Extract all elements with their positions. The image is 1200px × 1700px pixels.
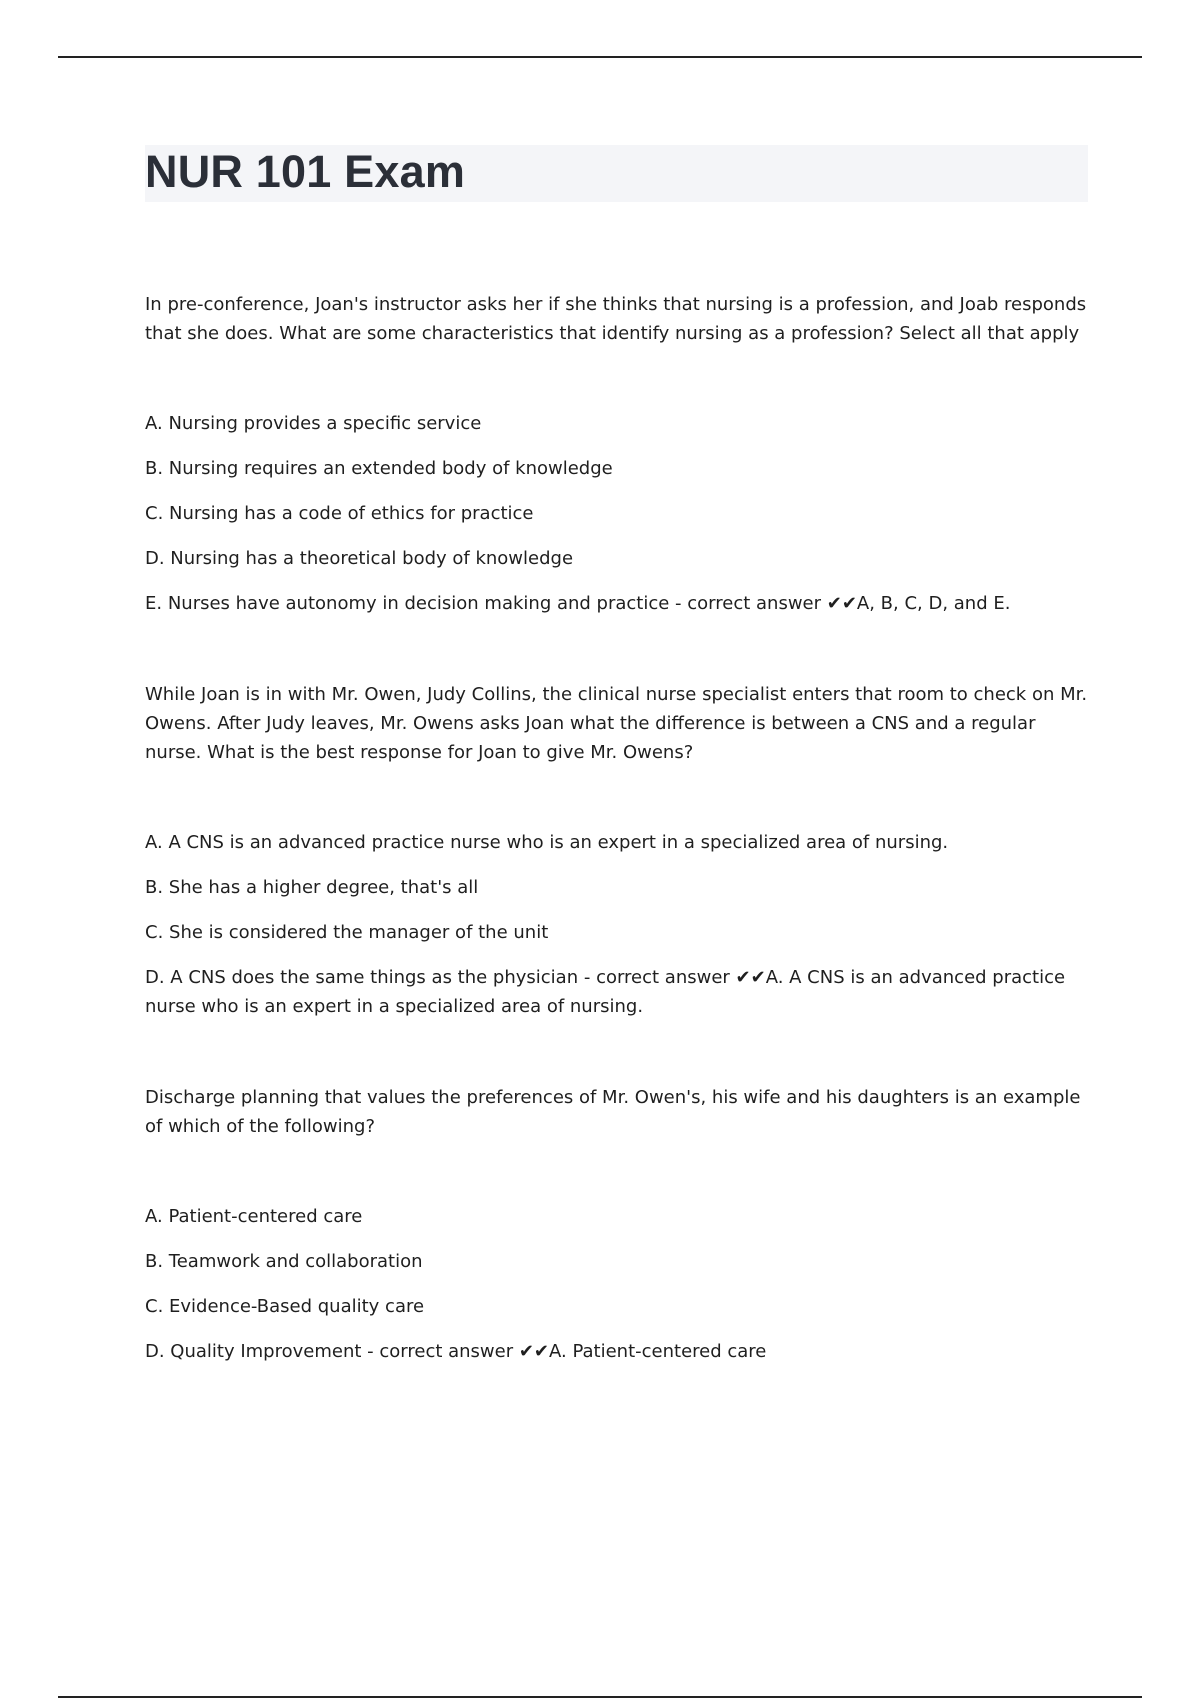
- answer-option: B. She has a higher degree, that's all: [145, 877, 479, 898]
- answer-option: C. Evidence-Based quality care: [145, 1296, 425, 1317]
- question-block: [145, 290, 1095, 618]
- answer-option: A. Nursing provides a specific service: [145, 413, 482, 434]
- answer-option: C. She is considered the manager of the unit: [145, 922, 549, 943]
- question-block: [145, 1083, 1095, 1366]
- answer-option: B. Nursing requires an extended body of knowledge: [145, 458, 613, 479]
- question-block: [145, 680, 1095, 1021]
- answer-option-with-correct-answer: E. Nurses have autonomy in decision making and practice - correct answer ✔✔A, B, C, D, and E.: [145, 593, 1011, 614]
- exam-content: [145, 290, 1095, 1382]
- answer-option-with-correct-answer: D. Quality Improvement - correct answer ✔✔A. Patient-centered care: [145, 1341, 767, 1362]
- answer-options: [145, 828, 1095, 1021]
- question-text: In pre-conference, Joan's instructor asks her if she thinks that nursing is a profession, and Joab responds that she does. What are some characteristics that identify nursing as a profession? Select all that apply: [145, 294, 1087, 344]
- answer-option: A. Patient-centered care: [145, 1206, 363, 1227]
- header-rule: [58, 56, 1142, 58]
- question-text: While Joan is in with Mr. Owen, Judy Collins, the clinical nurse specialist enters that room to check on Mr. Owens. After Judy leaves, Mr. Owens asks Joan what the difference is between a CNS and a regular nurse. What is the best response for Joan to give Mr. Owens?: [145, 684, 1088, 763]
- answer-option: A. A CNS is an advanced practice nurse who is an expert in a specialized area of nursing.: [145, 832, 949, 853]
- page-title: NUR 101 Exam: [145, 146, 466, 197]
- answer-options: [145, 409, 1095, 618]
- answer-options: [145, 1202, 1095, 1366]
- answer-option: B. Teamwork and collaboration: [145, 1251, 423, 1272]
- footer-rule: [58, 1696, 1142, 1698]
- question-text: Discharge planning that values the preferences of Mr. Owen's, his wife and his daughters is an example of which of the following?: [145, 1087, 1081, 1137]
- answer-option: D. Nursing has a theoretical body of knowledge: [145, 548, 574, 569]
- answer-option: C. Nursing has a code of ethics for practice: [145, 503, 534, 524]
- answer-option-with-correct-answer: D. A CNS does the same things as the physician - correct answer ✔✔A. A CNS is an advanced practice nurse who is an expert in a specialized area of nursing.: [145, 967, 1066, 1017]
